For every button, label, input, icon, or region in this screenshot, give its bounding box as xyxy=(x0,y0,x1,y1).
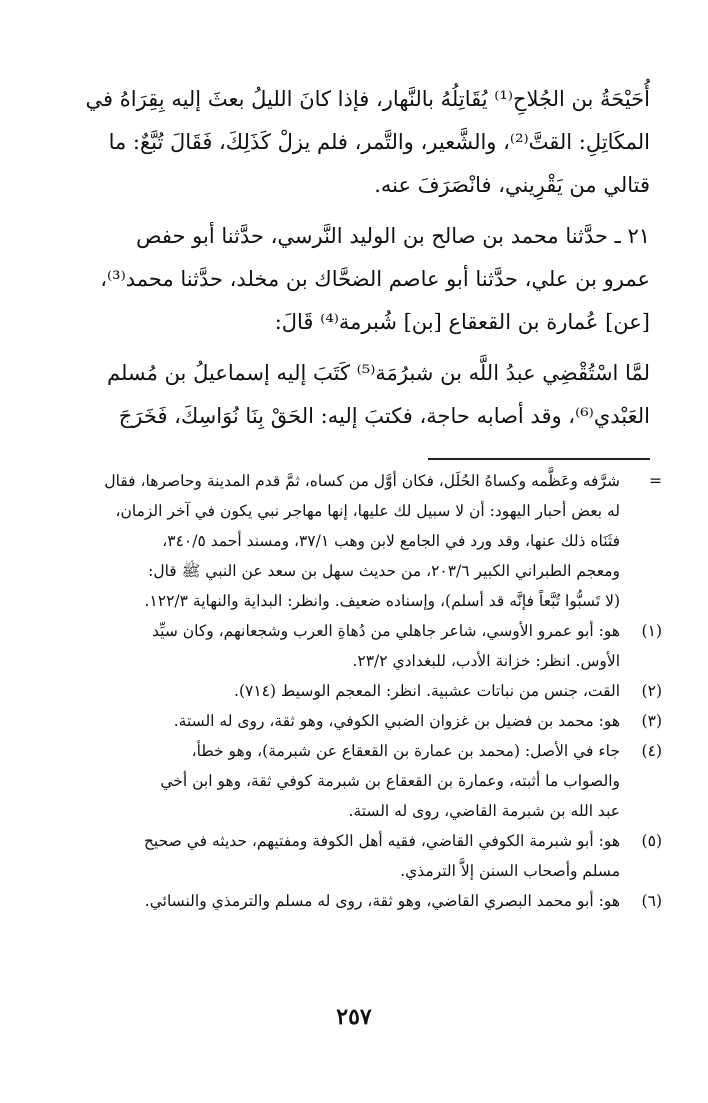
footnote-line: ومعجم الطبراني الكبير ٢٠٣/٦، من حديث سهل بن سعد عن النبي ﷺ قال: xyxy=(148,562,620,580)
footnote-line: القت، جنس من نباتات عشبية. انظر: المعجم الوسيط (٧١٤). xyxy=(234,682,620,700)
footnote-item xyxy=(58,616,662,676)
footnote-line: شرَّفه وعَظَّمه وكساهُ الحُلَل، فكان أوَّل من كساه، ثمَّ قدم المدينة وحاصرها، فقال xyxy=(104,472,620,490)
text-line: المكَاتِلِ: القتَّ⁽²⁾، والشَّعير، والتَّمر، فلم يزلْ كَذَلِكَ، فَقَالَ تُبَّعٌ: ما xyxy=(108,130,650,154)
footnote-line: هو: أبو عمرو الأوسي، شاعر جاهلي من دُهاةِ العرب وشجعانهم، وكان سيِّد xyxy=(152,622,620,640)
footnote-number: = xyxy=(649,472,662,490)
paragraph xyxy=(58,78,650,207)
footnote-line: هو: أبو محمد البصري القاضي، وهو ثقة، روى له مسلم والترمذي والنسائي. xyxy=(144,892,620,910)
footnote-line: هو: محمد بن فضيل بن غزوان الضبي الكوفي، وهو ثقة، روى له الستة. xyxy=(173,712,620,730)
footnote-number: (١) xyxy=(641,622,662,640)
footnote-text xyxy=(58,466,620,616)
footnote-item xyxy=(58,826,662,886)
main-text xyxy=(58,78,650,438)
text-line: العَبْدي⁽⁶⁾، وقد أصابه حاجة، فكتبَ إليه: الحَقْ بِنَا نُوَاسِكَ، فَخَرَجَ xyxy=(118,404,650,428)
footnote-item xyxy=(58,886,662,916)
footnote-line: له بعض أحبار اليهود: أن لا سبيل لك عليها، إنها مهاجر نبي يكون في آخر الزمان، xyxy=(115,502,620,520)
footnote-item xyxy=(58,466,662,616)
footnote-text xyxy=(58,616,620,676)
footnote-line: فثَنَاه ذلك عنها، وقد ورد في الجامع لابن وهب ٣٧/١، ومسند أحمد ٣٤٠/٥، xyxy=(162,532,620,550)
footnote-line: الأوس. انظر: خزانة الأدب، للبغدادي ٢٣/٢. xyxy=(352,652,620,670)
paragraph xyxy=(58,215,650,344)
footnote-line: هو: أبو شبرمة الكوفي القاضي، فقيه أهل الكوفة ومفتيهم، حديثه في صحيح xyxy=(143,832,620,850)
text-line: أُحَيْحَةُ بن الجُلاحِ⁽¹⁾ يُقَاتِلُهُ بالنَّهار، فإذا كانَ الليلُ بعثَ إليه بِقِرَاهُ في xyxy=(85,87,650,111)
footnote-text xyxy=(58,676,620,706)
footnote-text xyxy=(58,706,620,736)
footnote-divider xyxy=(428,458,650,460)
footnote-number: (٣) xyxy=(641,712,662,730)
text-line: عمرو بن علي، حدَّثنا أبو عاصم الضحَّاك بن مخلد، حدَّثنا محمد⁽³⁾، xyxy=(100,267,650,291)
footnote-number: (٤) xyxy=(641,742,662,760)
footnotes xyxy=(58,466,662,916)
footnote-text xyxy=(58,736,620,826)
footnote-line: مسلم وأصحاب السنن إلاَّ الترمذي. xyxy=(400,862,620,880)
footnote-line: والصواب ما أثبته، وعمارة بن القعقاع بن شبرمة كوفي ثقة، وهو ابن أخي xyxy=(160,772,620,790)
footnote-item xyxy=(58,706,662,736)
footnote-text xyxy=(58,886,620,916)
page-number: ٢٥٧ xyxy=(336,1004,372,1030)
footnote-item xyxy=(58,676,662,706)
footnote-line: عبد الله بن شبرمة القاضي، روى له الستة. xyxy=(348,802,620,820)
paragraph-gap xyxy=(58,344,650,352)
footnote-item xyxy=(58,736,662,826)
text-line: ٢١ ـ حدَّثنا محمد بن صالح بن الوليد النَّرسي، حدَّثنا أبو حفص xyxy=(136,224,650,248)
footnote-text xyxy=(58,826,620,886)
footnote-line: (لا تَسبُّوا تُبَّعاً فإنَّه قد أسلم)، وإسناده ضعيف. وانظر: البداية والنهاية ١٢٢/٣. xyxy=(144,592,620,610)
text-line: لمَّا اسْتُقْضِي عبدُ اللَّه بن شبرُمَة⁽⁵⁾ كَتَبَ إليه إسماعيلُ بن مُسلم xyxy=(106,361,650,385)
text-line: [عن] عُمارة بن القعقاع [بن] شُبرمة⁽⁴⁾ قَالَ: xyxy=(274,310,650,334)
footnote-number: (٥) xyxy=(641,832,662,850)
footnote-number: (٢) xyxy=(641,682,662,700)
footnote-number: (٦) xyxy=(641,892,662,910)
footnote-line: جاء في الأصل: (محمد بن عمارة بن القعقاع عن شبرمة)، وهو خطأ، xyxy=(191,742,620,760)
paragraph-gap xyxy=(58,207,650,215)
paragraph xyxy=(58,352,650,438)
text-line: قتالي من يَقْرِيني، فانْصَرَفَ عنه. xyxy=(374,173,650,197)
